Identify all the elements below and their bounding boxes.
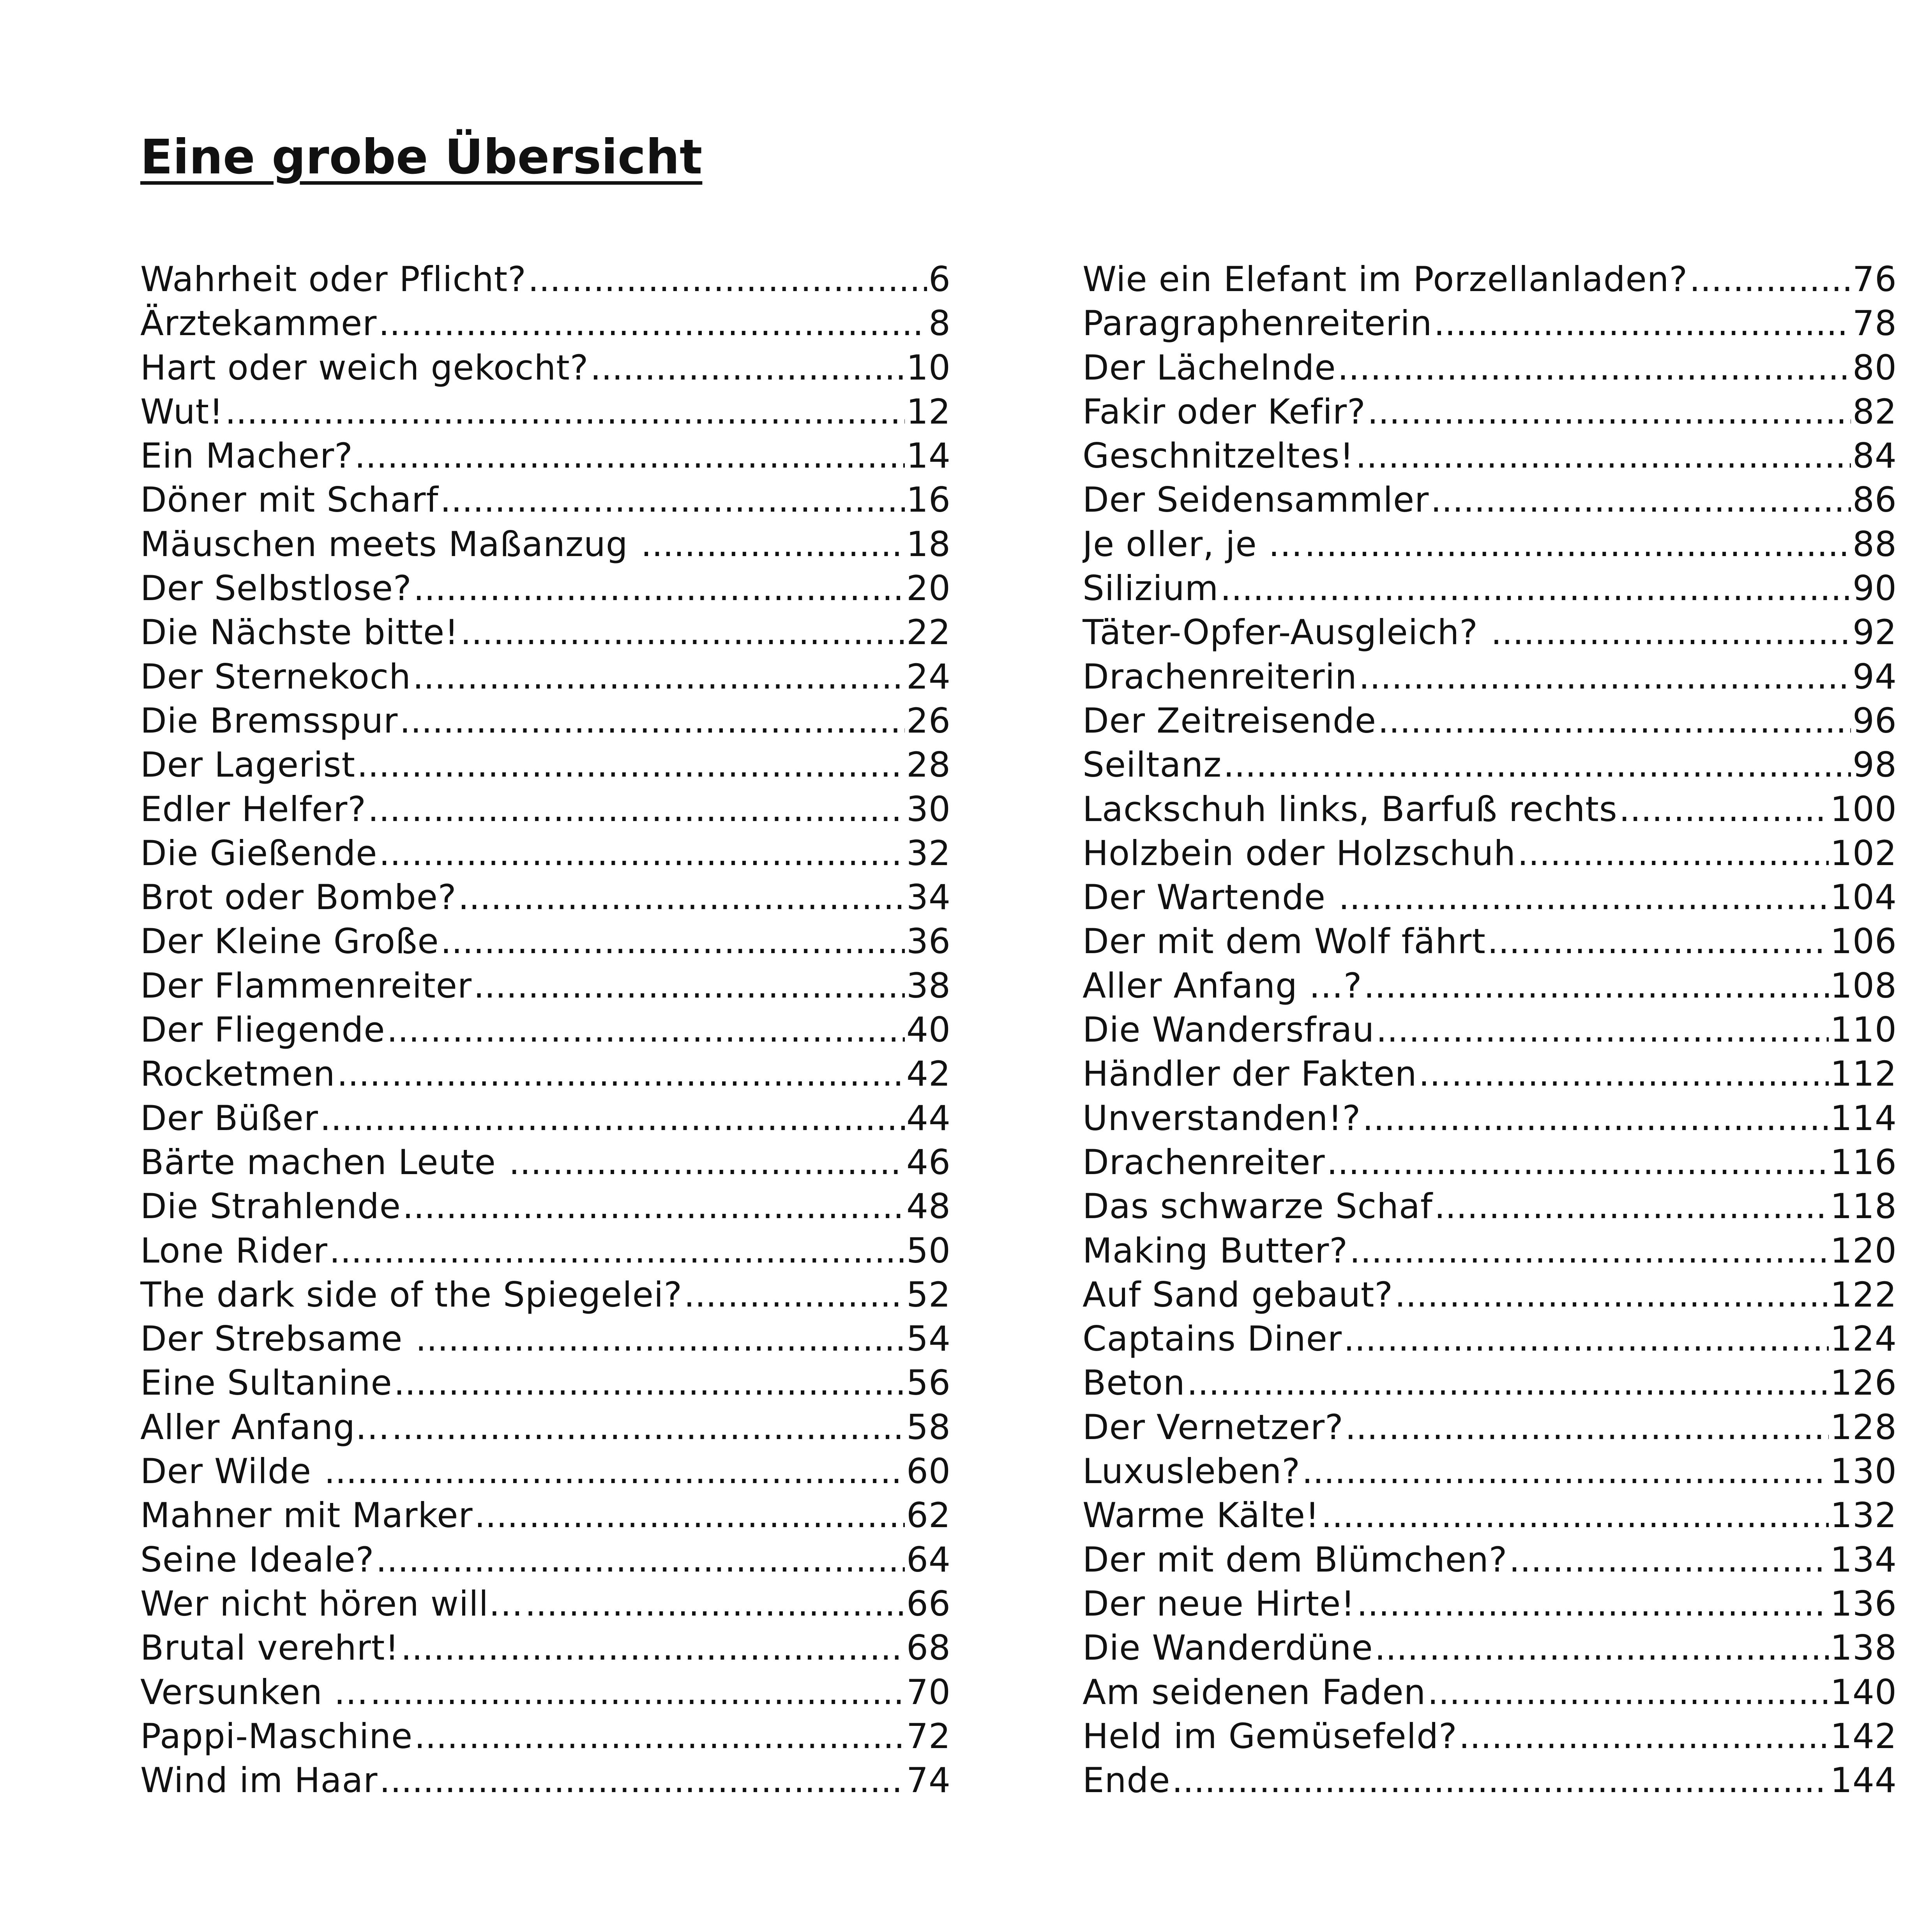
- toc-entry[interactable]: [1083, 1229, 1897, 1273]
- toc-entry[interactable]: [1083, 1361, 1897, 1405]
- toc-dot-leader: [1345, 1405, 1829, 1449]
- toc-entry-title: Ein Macher?: [140, 436, 353, 476]
- toc-entry[interactable]: [140, 1582, 951, 1626]
- toc-entry-page-number: 42: [906, 1054, 951, 1094]
- toc-entry-page-number: 14: [906, 436, 951, 476]
- toc-right-column: [1083, 257, 1897, 1802]
- toc-dot-leader: [1434, 301, 1851, 345]
- toc-entry-page-number: 76: [1853, 259, 1897, 299]
- toc-entry-title: Unverstanden!?: [1083, 1098, 1361, 1138]
- toc-dot-leader: [376, 1538, 905, 1582]
- toc-entry-page-number: 72: [906, 1716, 951, 1756]
- toc-entry-page-number: 70: [906, 1672, 951, 1712]
- toc-entry[interactable]: [1083, 566, 1897, 610]
- toc-entry[interactable]: [140, 831, 951, 875]
- toc-left-column: [140, 257, 951, 1802]
- toc-entry-title: Der Strebsame: [140, 1319, 414, 1359]
- toc-entry-page-number: 132: [1830, 1495, 1897, 1536]
- toc-entry-page-number: 12: [906, 391, 951, 432]
- toc-entry-title: Das schwarze Schaf: [1083, 1186, 1433, 1227]
- toc-entry-page-number: 80: [1853, 347, 1897, 388]
- toc-dot-leader: [525, 1582, 905, 1626]
- toc-dot-leader: [225, 390, 905, 434]
- toc-dot-leader: [379, 1758, 905, 1802]
- toc-entry[interactable]: [1083, 699, 1897, 743]
- toc-entry[interactable]: [1083, 1140, 1897, 1184]
- toc-entry-title: Die Bremsspur: [140, 700, 398, 741]
- toc-entry-title: Der Seidensammler: [1083, 480, 1429, 520]
- toc-entry[interactable]: [1083, 1405, 1897, 1449]
- toc-entry-title: Der Fliegende: [140, 1010, 385, 1050]
- toc-dot-leader: [460, 610, 905, 654]
- toc-entry-page-number: 128: [1830, 1407, 1897, 1447]
- toc-entry-page-number: 78: [1853, 303, 1897, 344]
- toc-entry-page-number: 138: [1830, 1628, 1897, 1668]
- toc-dot-leader: [1220, 566, 1851, 610]
- toc-entry[interactable]: [1083, 1626, 1897, 1670]
- toc-entry-page-number: 86: [1853, 480, 1897, 520]
- toc-entry-page-number: 16: [906, 480, 951, 520]
- toc-dot-leader: [1223, 743, 1851, 787]
- toc-entry-page-number: 28: [906, 745, 951, 785]
- toc-dot-leader: [684, 1273, 905, 1317]
- toc-entry[interactable]: [1083, 1493, 1897, 1537]
- toc-entry[interactable]: [1083, 655, 1897, 699]
- toc-entry-title: Warme Kälte!: [1083, 1495, 1320, 1536]
- toc-dot-leader: [399, 699, 905, 743]
- toc-entry-title: Döner mit Scharf: [140, 480, 439, 520]
- toc-dot-leader: [401, 1626, 905, 1670]
- toc-entry-page-number: 84: [1853, 436, 1897, 476]
- toc-dot-leader: [528, 257, 927, 301]
- toc-entry-page-number: 30: [906, 789, 951, 829]
- toc-entry-page-number: 66: [906, 1583, 951, 1624]
- toc-entry-title: Der Büßer: [140, 1098, 318, 1138]
- toc-entry-title: Silizium: [1083, 568, 1219, 609]
- toc-dot-leader: [509, 1140, 905, 1184]
- toc-entry[interactable]: [140, 1096, 951, 1140]
- toc-entry-title: Mäuschen meets Maßanzug: [140, 524, 639, 564]
- toc-entry[interactable]: [1083, 1714, 1897, 1758]
- toc-dot-leader: [1619, 787, 1829, 831]
- toc-entry[interactable]: [1083, 1449, 1897, 1493]
- toc-dot-leader: [1339, 875, 1829, 919]
- toc-dot-leader: [1491, 610, 1851, 654]
- toc-entry-page-number: 134: [1830, 1539, 1897, 1580]
- toc-entry[interactable]: [1083, 1758, 1897, 1802]
- toc-entry-page-number: 34: [906, 877, 951, 918]
- toc-entry[interactable]: [1083, 346, 1897, 390]
- toc-entry-page-number: 136: [1830, 1583, 1897, 1624]
- toc-dot-leader: [1378, 699, 1851, 743]
- toc-dot-leader: [1344, 1317, 1829, 1361]
- toc-entry[interactable]: [1083, 1538, 1897, 1582]
- toc-dot-leader: [1418, 1052, 1829, 1096]
- toc-entry[interactable]: [140, 1140, 951, 1184]
- toc-entry[interactable]: [140, 1184, 951, 1228]
- toc-entry-title: Held im Gemüsefeld?: [1083, 1716, 1457, 1756]
- toc-dot-leader: [379, 831, 905, 875]
- toc-dot-leader: [324, 1449, 905, 1493]
- toc-entry-page-number: 142: [1830, 1716, 1897, 1756]
- toc-entry-page-number: 96: [1853, 700, 1897, 741]
- toc-entry[interactable]: [140, 610, 951, 654]
- toc-dot-leader: [415, 1317, 905, 1361]
- toc-entry-page-number: 94: [1853, 656, 1897, 697]
- toc-dot-leader: [1367, 390, 1851, 434]
- toc-entry[interactable]: [140, 743, 951, 787]
- toc-dot-leader: [1459, 1714, 1829, 1758]
- toc-entry[interactable]: [140, 699, 951, 743]
- toc-dot-leader: [1376, 1008, 1829, 1052]
- toc-dot-leader: [413, 566, 905, 610]
- toc-dot-leader: [1517, 831, 1829, 875]
- toc-dot-leader: [1187, 1361, 1829, 1405]
- toc-entry-title: Wie ein Elefant im Porzellanladen?: [1083, 259, 1688, 299]
- toc-entry-page-number: 68: [906, 1628, 951, 1668]
- toc-entry[interactable]: [140, 1405, 951, 1449]
- toc-entry[interactable]: [140, 346, 951, 390]
- toc-entry[interactable]: [140, 964, 951, 1008]
- toc-entry-title: Drachenreiterin: [1083, 656, 1357, 697]
- toc-entry[interactable]: [140, 1273, 951, 1317]
- toc-entry-page-number: 32: [906, 833, 951, 873]
- toc-entry[interactable]: [140, 478, 951, 522]
- toc-dot-leader: [1349, 1229, 1829, 1273]
- toc-dot-leader: [1375, 1626, 1829, 1670]
- toc-entry[interactable]: [1083, 301, 1897, 345]
- toc-entry[interactable]: [1083, 1008, 1897, 1052]
- toc-entry[interactable]: [1083, 434, 1897, 478]
- toc-entry-title: Der neue Hirte!: [1083, 1583, 1355, 1624]
- toc-entry-page-number: 144: [1830, 1760, 1897, 1801]
- toc-entry-title: The dark side of the Spiegelei?: [140, 1274, 683, 1315]
- toc-dot-leader: [440, 478, 905, 522]
- toc-entry[interactable]: [140, 1626, 951, 1670]
- toc-entry-title: Eine Sultanine: [140, 1363, 392, 1403]
- toc-dot-leader: [1321, 1493, 1829, 1537]
- toc-entry-page-number: 108: [1830, 965, 1897, 1006]
- toc-entry-page-number: 64: [906, 1539, 951, 1580]
- toc-entry-title: Die Wanderdüne: [1083, 1628, 1373, 1668]
- toc-entry-page-number: 118: [1830, 1186, 1897, 1227]
- toc-dot-leader: [403, 1184, 905, 1228]
- toc-entry-title: Captains Diner: [1083, 1319, 1342, 1359]
- toc-dot-leader: [590, 346, 905, 390]
- toc-entry-title: Brutal verehrt!: [140, 1628, 399, 1668]
- toc-entry-page-number: 26: [906, 700, 951, 741]
- toc-entry[interactable]: [140, 1052, 951, 1096]
- toc-dot-leader: [378, 301, 927, 345]
- toc-entry-page-number: 60: [906, 1451, 951, 1492]
- toc-dot-leader: [475, 1493, 905, 1537]
- toc-dot-leader: [1356, 434, 1851, 478]
- toc-entry-title: Edler Helfer?: [140, 789, 366, 829]
- toc-entry-page-number: 44: [906, 1098, 951, 1138]
- toc-dot-leader: [473, 964, 905, 1008]
- toc-entry-page-number: 62: [906, 1495, 951, 1536]
- toc-entry-title: Mahner mit Marker: [140, 1495, 473, 1536]
- toc-entry-title: Die Strahlende: [140, 1186, 401, 1227]
- toc-dot-leader: [1364, 964, 1829, 1008]
- toc-entry-title: Seine Ideale?: [140, 1539, 374, 1580]
- toc-entry-title: Der Sternekoch: [140, 656, 411, 697]
- toc-entry-page-number: 126: [1830, 1363, 1897, 1403]
- toc-entry-title: Aller Anfang …?: [1083, 965, 1362, 1006]
- toc-entry-title: Auf Sand gebaut?: [1083, 1274, 1393, 1315]
- toc-entry-page-number: 100: [1830, 789, 1897, 829]
- toc-entry-page-number: 104: [1830, 877, 1897, 918]
- toc-entry-title: Die Gießende: [140, 833, 378, 873]
- toc-entry-page-number: 102: [1830, 833, 1897, 873]
- toc-entry[interactable]: [1083, 1096, 1897, 1140]
- toc-entry-title: Der Selbstlose?: [140, 568, 412, 609]
- toc-entry[interactable]: [1083, 522, 1897, 566]
- toc-dot-leader: [641, 522, 905, 566]
- toc-entry[interactable]: [140, 522, 951, 566]
- toc-entry[interactable]: [1083, 743, 1897, 787]
- toc-entry[interactable]: [140, 1670, 951, 1714]
- toc-entry[interactable]: [140, 301, 951, 345]
- toc-dot-leader: [370, 1670, 905, 1714]
- toc-entry-page-number: 90: [1853, 568, 1897, 609]
- toc-entry[interactable]: [1083, 1052, 1897, 1096]
- toc-entry-title: Wind im Haar: [140, 1760, 378, 1801]
- toc-dot-leader: [414, 1714, 905, 1758]
- toc-dot-leader: [1305, 522, 1851, 566]
- toc-entry-page-number: 116: [1830, 1142, 1897, 1182]
- toc-entry[interactable]: [1083, 1273, 1897, 1317]
- toc-dot-leader: [1327, 1140, 1829, 1184]
- toc-entry-page-number: 8: [929, 303, 951, 344]
- toc-entry-page-number: 48: [906, 1186, 951, 1227]
- toc-entry[interactable]: [1083, 919, 1897, 963]
- toc-entry[interactable]: [1083, 964, 1897, 1008]
- toc-dot-leader: [413, 655, 905, 699]
- toc-entry-title: Ende: [1083, 1760, 1171, 1801]
- toc-dot-leader: [1302, 1449, 1829, 1493]
- toc-dot-leader: [1395, 1273, 1829, 1317]
- toc-entry-page-number: 24: [906, 656, 951, 697]
- toc-entry-page-number: 6: [929, 259, 951, 299]
- toc-entry-page-number: 50: [906, 1230, 951, 1271]
- toc-dot-leader: [1509, 1538, 1829, 1582]
- toc-entry-title: Der Zeitreisende: [1083, 700, 1377, 741]
- toc-entry-page-number: 114: [1830, 1098, 1897, 1138]
- toc-entry-page-number: 56: [906, 1363, 951, 1403]
- toc-entry[interactable]: [140, 257, 951, 301]
- toc-dot-leader: [1427, 1670, 1829, 1714]
- toc-entry[interactable]: [140, 1008, 951, 1052]
- toc-entry-page-number: 46: [906, 1142, 951, 1182]
- toc-entry-title: Rocketmen: [140, 1054, 336, 1094]
- toc-dot-leader: [320, 1096, 905, 1140]
- toc-entry-title: Paragraphenreiterin: [1083, 303, 1432, 344]
- toc-dot-leader: [1487, 919, 1829, 963]
- toc-entry[interactable]: [140, 875, 951, 919]
- toc-entry-page-number: 20: [906, 568, 951, 609]
- toc-entry[interactable]: [140, 787, 951, 831]
- toc-entry-title: Pappi-Maschine: [140, 1716, 413, 1756]
- toc-entry-title: Beton: [1083, 1363, 1185, 1403]
- toc-entry-title: Der Flammenreiter: [140, 965, 472, 1006]
- toc-entry[interactable]: [140, 1449, 951, 1493]
- toc-entry-title: Ärztekammer: [140, 303, 377, 344]
- toc-entry-page-number: 98: [1853, 745, 1897, 785]
- toc-entry-title: Wut!: [140, 391, 224, 432]
- toc-entry-page-number: 124: [1830, 1319, 1897, 1359]
- toc-entry-title: Täter-Opfer-Ausgleich?: [1083, 612, 1489, 653]
- toc-entry[interactable]: [140, 1493, 951, 1537]
- toc-dot-leader: [441, 919, 905, 963]
- toc-dot-leader: [1172, 1758, 1829, 1802]
- toc-entry-title: Holzbein oder Holzschuh: [1083, 833, 1516, 873]
- toc-dot-leader: [1434, 1184, 1829, 1228]
- toc-entry[interactable]: [140, 1714, 951, 1758]
- toc-entry-title: Die Nächste bitte!: [140, 612, 459, 653]
- toc-entry-page-number: 106: [1830, 921, 1897, 962]
- toc-entry-title: Aller Anfang…: [140, 1407, 390, 1447]
- toc-entry-title: Händler der Fakten: [1083, 1054, 1417, 1094]
- toc-entry[interactable]: [140, 1538, 951, 1582]
- toc-entry[interactable]: [1083, 610, 1897, 654]
- toc-entry-title: Lone Rider: [140, 1230, 328, 1271]
- toc-entry[interactable]: [1083, 1317, 1897, 1361]
- toc-entry-page-number: 92: [1853, 612, 1897, 653]
- toc-entry-page-number: 36: [906, 921, 951, 962]
- toc-dot-leader: [357, 743, 905, 787]
- toc-entry[interactable]: [1083, 1184, 1897, 1228]
- toc-dot-leader: [329, 1229, 905, 1273]
- toc-entry[interactable]: [1083, 478, 1897, 522]
- toc-entry-title: Geschnitzeltes!: [1083, 436, 1354, 476]
- toc-entry-title: Je oller, je …: [1083, 524, 1303, 564]
- toc-entry[interactable]: [1083, 1582, 1897, 1626]
- toc-entry-title: Versunken …: [140, 1672, 369, 1712]
- toc-entry-title: Drachenreiter: [1083, 1142, 1325, 1182]
- toc-entry[interactable]: [1083, 787, 1897, 831]
- toc-entry-title: Hart oder weich gekocht?: [140, 347, 589, 388]
- toc-entry-page-number: 54: [906, 1319, 951, 1359]
- toc-entry[interactable]: [140, 1317, 951, 1361]
- toc-dot-leader: [1430, 478, 1851, 522]
- toc-entry-title: Fakir oder Kefir?: [1083, 391, 1366, 432]
- toc-entry-title: Lackschuh links, Barfuß rechts: [1083, 789, 1618, 829]
- toc-dot-leader: [1362, 1096, 1829, 1140]
- toc-entry-page-number: 40: [906, 1010, 951, 1050]
- page-title: Eine grobe Übersicht: [140, 129, 703, 185]
- toc-dot-leader: [1357, 1582, 1829, 1626]
- toc-entry-title: Luxusleben?: [1083, 1451, 1301, 1492]
- toc-entry-page-number: 82: [1853, 391, 1897, 432]
- toc-dot-leader: [392, 1405, 905, 1449]
- toc-entry[interactable]: [140, 434, 951, 478]
- toc-entry-page-number: 122: [1830, 1274, 1897, 1315]
- toc-dot-leader: [1359, 655, 1851, 699]
- toc-entry-title: Der Lagerist: [140, 745, 355, 785]
- toc-entry-title: Der mit dem Blümchen?: [1083, 1539, 1508, 1580]
- toc-dot-leader: [458, 875, 905, 919]
- toc-dot-leader: [394, 1361, 905, 1405]
- toc-entry-title: Wahrheit oder Pflicht?: [140, 259, 526, 299]
- toc-entry[interactable]: [1083, 831, 1897, 875]
- toc-entry-page-number: 38: [906, 965, 951, 1006]
- toc-entry[interactable]: [1083, 257, 1897, 301]
- toc-entry[interactable]: [140, 1229, 951, 1273]
- toc-entry-title: Der Wilde: [140, 1451, 323, 1492]
- toc-entry-page-number: 112: [1830, 1054, 1897, 1094]
- toc-entry[interactable]: [140, 919, 951, 963]
- toc-entry[interactable]: [140, 566, 951, 610]
- toc-entry-title: Der Vernetzer?: [1083, 1407, 1344, 1447]
- toc-entry[interactable]: [1083, 875, 1897, 919]
- toc-entry-page-number: 120: [1830, 1230, 1897, 1271]
- toc-entry-page-number: 10: [906, 347, 951, 388]
- toc-entry-title: Bärte machen Leute: [140, 1142, 507, 1182]
- toc-entry-title: Der Kleine Große: [140, 921, 439, 962]
- toc-entry[interactable]: [140, 1361, 951, 1405]
- toc-entry-page-number: 58: [906, 1407, 951, 1447]
- toc-dot-leader: [368, 787, 905, 831]
- toc-entry-title: Making Butter?: [1083, 1230, 1348, 1271]
- toc-entry[interactable]: [140, 655, 951, 699]
- toc-entry-page-number: 22: [906, 612, 951, 653]
- toc-dot-leader: [1338, 346, 1851, 390]
- toc-dot-leader: [337, 1052, 905, 1096]
- toc-entry-title: Der mit dem Wolf fährt: [1083, 921, 1486, 962]
- toc-entry-title: Seiltanz: [1083, 745, 1222, 785]
- toc-entry-page-number: 18: [906, 524, 951, 564]
- toc-entry-title: Die Wandersfrau: [1083, 1010, 1375, 1050]
- toc-entry-page-number: 140: [1830, 1672, 1897, 1712]
- toc-entry-page-number: 88: [1853, 524, 1897, 564]
- toc-entry[interactable]: [1083, 390, 1897, 434]
- toc-dot-leader: [387, 1008, 905, 1052]
- toc-entry-title: Brot oder Bombe?: [140, 877, 457, 918]
- toc-dot-leader: [355, 434, 905, 478]
- toc-entry-page-number: 74: [906, 1760, 951, 1801]
- toc-entry-page-number: 52: [906, 1274, 951, 1315]
- toc-entry-title: Am seidenen Faden: [1083, 1672, 1426, 1712]
- toc-dot-leader: [1689, 257, 1851, 301]
- toc-entry-title: Wer nicht hören will…: [140, 1583, 524, 1624]
- toc-entry-title: Der Wartende: [1083, 877, 1337, 918]
- toc-entry-title: Der Lächelnde: [1083, 347, 1336, 388]
- toc-entry[interactable]: [140, 1758, 951, 1802]
- toc-entry[interactable]: [1083, 1670, 1897, 1714]
- toc-entry-page-number: 130: [1830, 1451, 1897, 1492]
- toc-entry[interactable]: [140, 390, 951, 434]
- toc-entry-page-number: 110: [1830, 1010, 1897, 1050]
